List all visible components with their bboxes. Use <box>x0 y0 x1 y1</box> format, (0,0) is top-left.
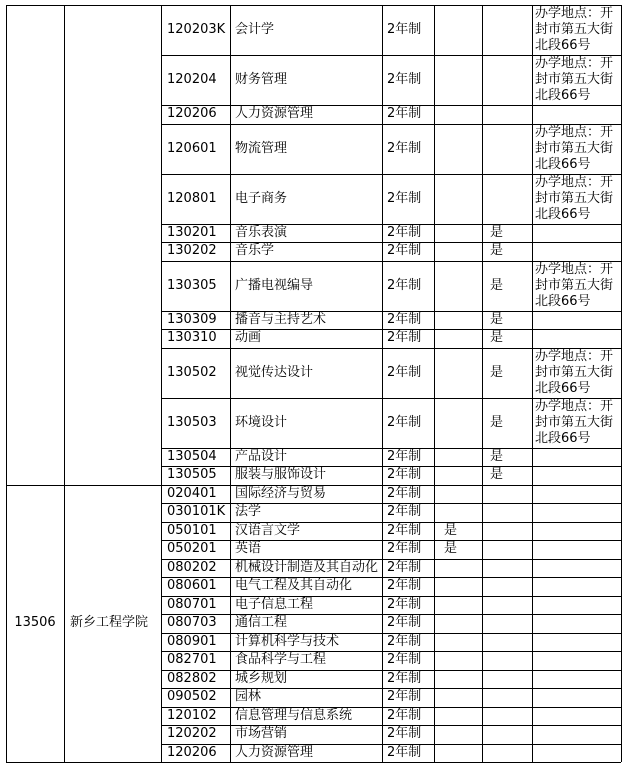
major-code-cell: 050101 <box>167 522 217 538</box>
major-name-cell: 通信工程 <box>235 615 288 631</box>
duration-cell: 2年制 <box>387 504 422 520</box>
duration-cell: 2年制 <box>387 467 422 483</box>
major-name-cell: 电子商务 <box>235 190 288 206</box>
major-name-cell: 视觉传达设计 <box>235 364 314 380</box>
major-name-cell: 人力资源管理 <box>235 744 314 760</box>
major-name-cell: 广播电视编导 <box>235 277 314 293</box>
major-code-cell: 090502 <box>167 689 217 705</box>
duration-cell: 2年制 <box>387 311 422 327</box>
remark-cell: 办学地点：开封市第五大街北段66号 <box>535 261 614 309</box>
flag-b-cell: 是 <box>490 243 504 259</box>
major-code-cell: 120601 <box>167 140 217 156</box>
column-rule <box>382 5 383 762</box>
major-code-cell: 080901 <box>167 633 217 649</box>
table-top-border <box>6 5 621 6</box>
major-name-cell: 汉语言文学 <box>235 522 301 538</box>
major-code-cell: 082802 <box>167 670 217 686</box>
duration-cell: 2年制 <box>387 726 422 742</box>
major-code-cell: 120204 <box>167 72 217 87</box>
flag-b-cell: 是 <box>490 467 504 483</box>
duration-cell: 2年制 <box>387 22 422 37</box>
major-name-cell: 产品设计 <box>235 448 288 464</box>
duration-cell: 2年制 <box>387 633 422 649</box>
major-code-cell: 120801 <box>167 190 217 206</box>
flag-b-cell: 是 <box>490 330 504 346</box>
major-name-cell: 园林 <box>235 689 262 705</box>
major-code-cell: 130503 <box>167 414 217 430</box>
duration-cell: 2年制 <box>387 522 422 538</box>
major-code-cell: 030101K <box>167 504 226 520</box>
major-code-cell: 130309 <box>167 311 217 327</box>
major-code-cell: 080701 <box>167 596 217 612</box>
major-name-cell: 机械设计制造及其自动化 <box>235 559 379 575</box>
major-name-cell: 电子信息工程 <box>235 596 314 612</box>
major-code-cell: 120102 <box>167 707 217 723</box>
major-name-cell: 信息管理与信息系统 <box>235 707 353 723</box>
flag-b-cell: 是 <box>490 364 504 380</box>
duration-cell: 2年制 <box>387 541 422 557</box>
table-left-border <box>6 5 7 762</box>
duration-cell: 2年制 <box>387 652 422 668</box>
major-name-cell: 食品科学与工程 <box>235 652 327 668</box>
flag-b-cell: 是 <box>490 311 504 327</box>
flag-b-cell: 是 <box>490 277 504 293</box>
duration-cell: 2年制 <box>387 596 422 612</box>
major-name-cell: 动画 <box>235 330 262 346</box>
major-code-cell: 130505 <box>167 467 217 483</box>
major-name-cell: 国际经济与贸易 <box>235 485 327 501</box>
major-code-cell: 120203K <box>167 22 226 37</box>
major-name-cell: 音乐学 <box>235 243 275 259</box>
major-code-cell: 120202 <box>167 726 217 742</box>
remark-cell: 办学地点：开封市第五大街北段66号 <box>535 348 614 396</box>
major-name-cell: 人力资源管理 <box>235 106 314 122</box>
duration-cell: 2年制 <box>387 578 422 594</box>
duration-cell: 2年制 <box>387 330 422 346</box>
duration-cell: 2年制 <box>387 670 422 686</box>
major-code-cell: 130502 <box>167 364 217 380</box>
major-name-cell: 会计学 <box>235 22 275 37</box>
major-name-cell: 城乡规划 <box>235 670 288 686</box>
remark-cell: 办学地点：开封市第五大街北段66号 <box>535 174 614 222</box>
duration-cell: 2年制 <box>387 364 422 380</box>
major-name-cell: 电气工程及其自动化 <box>235 578 353 594</box>
group-rule <box>6 762 621 763</box>
major-name-cell: 计算机科学与技术 <box>235 633 340 649</box>
major-name-cell: 市场营销 <box>235 726 288 742</box>
flag-a-cell: 是 <box>444 541 458 557</box>
duration-cell: 2年制 <box>387 744 422 760</box>
column-rule <box>230 5 231 762</box>
duration-cell: 2年制 <box>387 72 422 87</box>
major-code-cell: 130504 <box>167 448 217 464</box>
major-name-cell: 英语 <box>235 541 262 557</box>
column-rule <box>64 5 65 762</box>
major-name-cell: 物流管理 <box>235 140 288 156</box>
major-code-cell: 080202 <box>167 559 217 575</box>
column-rule <box>482 5 483 762</box>
duration-cell: 2年制 <box>387 106 422 122</box>
major-code-cell: 080703 <box>167 615 217 631</box>
column-rule <box>434 5 435 762</box>
flag-b-cell: 是 <box>490 224 504 240</box>
duration-cell: 2年制 <box>387 243 422 259</box>
duration-cell: 2年制 <box>387 559 422 575</box>
major-code-cell: 020401 <box>167 485 217 501</box>
duration-cell: 2年制 <box>387 277 422 293</box>
table-right-border <box>621 5 622 762</box>
duration-cell: 2年制 <box>387 140 422 156</box>
remark-cell: 办学地点：开封市第五大街北段66号 <box>535 6 614 53</box>
major-code-cell: 120206 <box>167 106 217 122</box>
major-code-cell: 130310 <box>167 330 217 346</box>
major-name-cell: 播音与主持艺术 <box>235 311 327 327</box>
major-code-cell: 130202 <box>167 243 217 259</box>
flag-b-cell: 是 <box>490 448 504 464</box>
major-code-cell: 082701 <box>167 652 217 668</box>
major-code-cell: 130201 <box>167 224 217 240</box>
duration-cell: 2年制 <box>387 190 422 206</box>
duration-cell: 2年制 <box>387 485 422 501</box>
major-name-cell: 服装与服饰设计 <box>235 467 327 483</box>
enrollment-table <box>6 5 622 769</box>
major-name-cell: 法学 <box>235 504 262 520</box>
major-code-cell: 130305 <box>167 277 217 293</box>
institution-name-cell: 新乡工程学院 <box>70 615 149 631</box>
duration-cell: 2年制 <box>387 448 422 464</box>
institution-code-cell: 13506 <box>14 615 56 631</box>
duration-cell: 2年制 <box>387 615 422 631</box>
major-name-cell: 音乐表演 <box>235 224 288 240</box>
major-code-cell: 050201 <box>167 541 217 557</box>
duration-cell: 2年制 <box>387 224 422 240</box>
duration-cell: 2年制 <box>387 689 422 705</box>
column-rule <box>532 5 533 762</box>
flag-a-cell: 是 <box>444 522 458 538</box>
remark-cell: 办学地点：开封市第五大街北段66号 <box>535 56 614 103</box>
major-code-cell: 080601 <box>167 578 217 594</box>
remark-cell: 办学地点：开封市第五大街北段66号 <box>535 398 614 446</box>
major-code-cell: 120206 <box>167 744 217 760</box>
remark-cell: 办学地点：开封市第五大街北段66号 <box>535 124 614 172</box>
column-rule <box>161 5 162 762</box>
duration-cell: 2年制 <box>387 707 422 723</box>
duration-cell: 2年制 <box>387 414 422 430</box>
major-name-cell: 财务管理 <box>235 72 288 87</box>
major-name-cell: 环境设计 <box>235 414 288 430</box>
flag-b-cell: 是 <box>490 414 504 430</box>
